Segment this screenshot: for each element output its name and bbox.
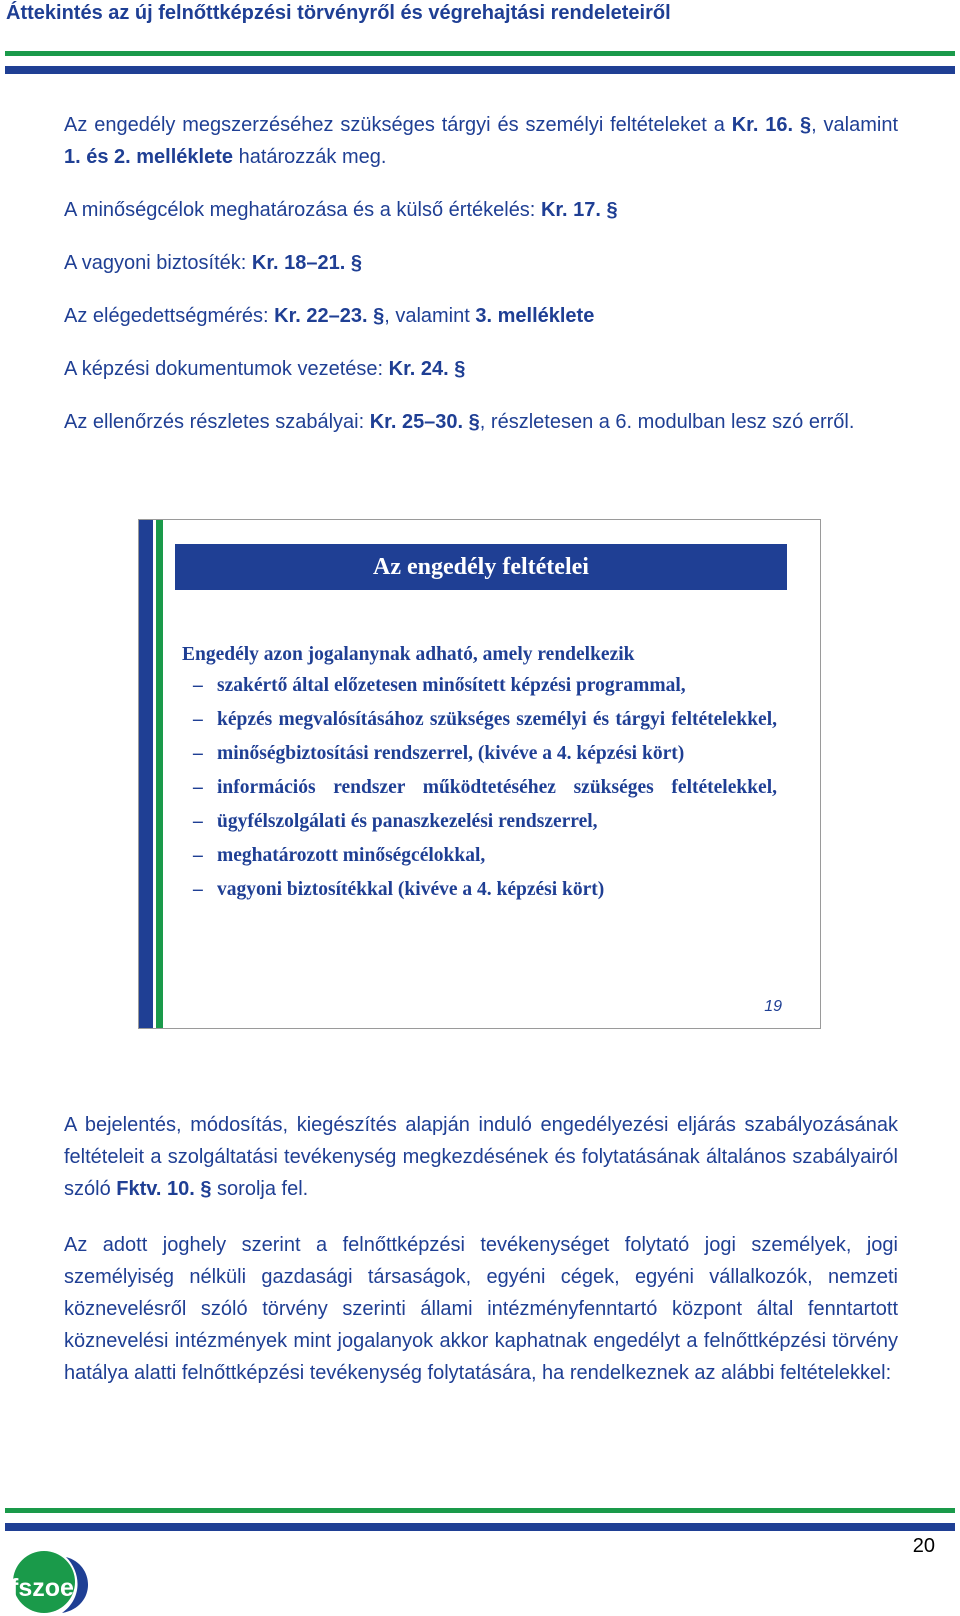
paragraph-quality-goals: A minőségcélok meghatározása és a külső értékelés: Kr. 17. § (64, 199, 618, 221)
slide-list-item: – információs rendszer működtetéséhez szükséges feltételekkel, (217, 771, 777, 805)
paragraph-procedure: A bejelentés, módosítás, kiegészítés alapján induló engedélyezési eljárás szabályozásának feltételeit a szolgáltatási tevékenység megkezdésének és folytatásának általános szabályairól szóló Fktv. 10. § sorolja fel. (64, 1114, 898, 1200)
paragraph-financial-guarantee: A vagyoni biztosíték: Kr. 18–21. § (64, 252, 362, 274)
paragraph-eligible-entities: Az adott joghely szerint a felnőttképzési tevékenységet folytató jogi személyek, jogi személyiség nélküli gazdasági társaságok, egyéni cégek, egyéni vállalkozók, nemzeti köznevelésről szóló törvény szerinti állami intézményfenntartó központ által fenntartott köznevelési intézmények mint jogalanyok akkor kaphatnak engedélyt a felnőttképzési törvény hatálya alatti felnőttképzési tevékenység folytatására, ha rendelkeznek az alábbi feltételekkel: (64, 1234, 898, 1384)
slide-list (217, 669, 777, 907)
slide-list-item: – vagyoni biztosítékkal (kivéve a 4. képzési kört) (217, 873, 777, 907)
paragraph-documents: A képzési dokumentumok vezetése: Kr. 24. § (64, 358, 466, 380)
slide-number: 19 (764, 998, 782, 1015)
paragraph-inspection: Az ellenőrzés részletes szabályai: Kr. 25–30. §, részletesen a 6. modulban lesz szó erről. (64, 411, 855, 433)
paragraph-satisfaction: Az elégedettségmérés: Kr. 22–23. §, valamint 3. melléklete (64, 305, 595, 327)
slide-intro: Engedély azon jogalanynak adható, amely rendelkezik (182, 644, 635, 665)
page-number: 20 (912, 1535, 935, 1557)
slide-list-item: – minőségbiztosítási rendszerrel, (kivéve a 4. képzési kört) (217, 737, 777, 771)
footer-rule-blue (5, 1523, 955, 1531)
presentation-slide (138, 519, 821, 1029)
paragraph-conditions: Az engedély megszerzéséhez szükséges tárgyi és személyi feltételeket a Kr. 16. §, valamint 1. és 2. melléklete határozzák meg. (64, 114, 898, 168)
header-rule-green (5, 51, 955, 56)
slide-list-item: – képzés megvalósításához szükséges személyi és tárgyi feltételekkel, (217, 703, 777, 737)
header-rule-blue (5, 66, 955, 74)
document-header-title: Áttekintés az új felnőttképzési törvényről és végrehajtási rendeleteiről (6, 2, 671, 24)
slide-title: Az engedély feltételei (175, 544, 787, 590)
slide-list-item: – ügyfélszolgálati és panaszkezelési rendszerrel, (217, 805, 777, 839)
slide-list-item: – szakértő által előzetesen minősített képzési programmal, (217, 669, 777, 703)
fszoe-logo (4, 1545, 92, 1615)
slide-bar-blue (139, 520, 153, 1028)
footer-rule-green (5, 1508, 955, 1513)
slide-list-item: – meghatározott minőségcélokkal, (217, 839, 777, 873)
logo-text: fszoe (10, 1574, 74, 1602)
slide-bar-green (156, 520, 163, 1028)
